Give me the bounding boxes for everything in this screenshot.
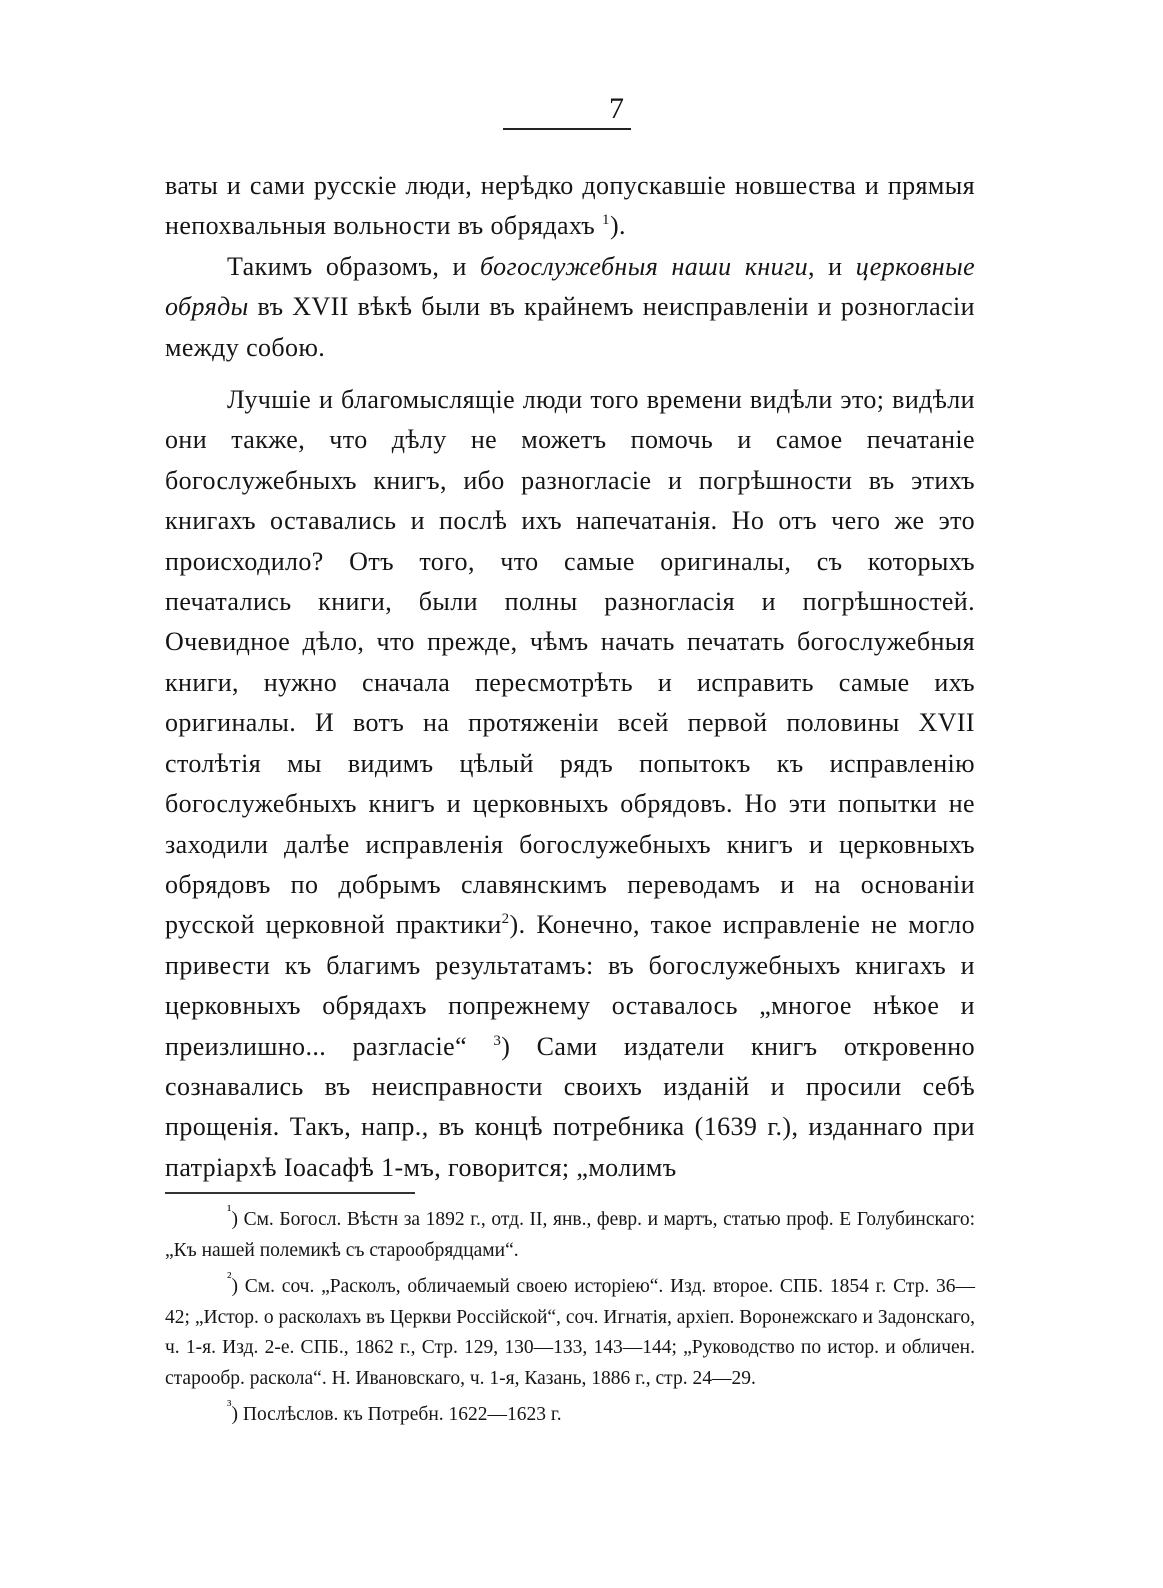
footnote: $^{^2}$) См. соч. „Расколъ, обличаемый своею исторіею“. Изд. второе. СПБ. 1854 г. Стр. 36—42; „Истор. о расколахъ въ Церкви Россійской“, соч. Игнатія, архіеп. Воронежскаго и Задонскаго, ч. 1-я. Изд. 2-е. СПБ., 1862 г., Стр. 129, 130—133, 143—144; „Руководство по истор. и обличен. старообр. раскола“. Н. Ивановскаго, ч. 1-я, Казань, 1886 г., стр. 24—29. [165, 1270, 975, 1389]
body-text [165, 166, 975, 1188]
header-rule [503, 128, 631, 130]
footnote: $^{^1}$) См. Богосл. Вѣстн за 1892 г., отд. II, янв., февр. и мартъ, статью проф. Е Голубинскаго: „Къ нашей полемикѣ съ старообрядцами“. [165, 1203, 975, 1261]
paragraph-continuation: ваты и сами русскіе люди, нерѣдко допускавшіе новшества и прямыя непохвальныя вольности въ обрядахъ $^1$). [165, 171, 975, 241]
footnote: $^{^3}$) Послѣслов. къ Потребн. 1622—1623 г. [227, 1398, 562, 1425]
footnote-ref-2: 2 [501, 911, 510, 928]
footnote-ref-1: 1 [602, 212, 610, 229]
footnote-ref-3: 3 [493, 1032, 502, 1049]
footnotes [165, 1205, 975, 1437]
emphasis-rites: церковные обряды [165, 251, 976, 322]
paragraph-summary: Такимъ образомъ, и богослужебныя наши книги, и церковные обряды въ XVII вѣкѣ были въ крайнемъ неисправленіи и розногласіи между собою. [165, 251, 976, 362]
footnote-rule [165, 1192, 415, 1194]
page-number: 7 [609, 92, 624, 125]
emphasis-books: богослужебныя наши книги [480, 251, 809, 281]
paragraph-main: Лучшіе и благомыслящіе люди того времени видѣли это; видѣли они также, что дѣлу не можетъ помочь и самое печатаніе богослужебныхъ книгъ, ибо разногласіе и погрѣшности въ этихъ книгахъ оставались и послѣ ихъ напечатанія. Но отъ чего же это происходило? Отъ того, что самые оригиналы, съ которыхъ печатались книги, были полны разногласія и погрѣшностей. Очевидное дѣло, что прежде, чѣмъ начать печатать богослужебныя книги, нужно сначала пересмотрѣть и исправить самые ихъ оригиналы. И вотъ на протяженіи всей первой половины XVII столѣтія мы видимъ цѣлый рядъ попытокъ къ исправленію богослужебныхъ книгъ и церковныхъ обрядовъ. Но эти попытки не заходили далѣе исправленія богослужебныхъ книгъ и церковныхъ обрядовъ по добрымъ славянскимъ переводамъ и на основаніи русской церковной практики$^2$). Конечно, такое исправленіе не могло привести къ благимъ результатамъ: въ богослужебныхъ книгахъ и церковныхъ обрядахъ попрежнему оставалось „многое нѣкое и преизлишно... разгласіе“ $^3$) Сами издатели книгъ откровенно сознавались въ неисправности своихъ изданій и просили себѣ прощенія. Такъ, напр., въ концѣ потребника (1639 г.), изданнаго при патріархѣ Іоасафѣ 1-мъ, говорится; „молимъ [165, 385, 975, 1182]
